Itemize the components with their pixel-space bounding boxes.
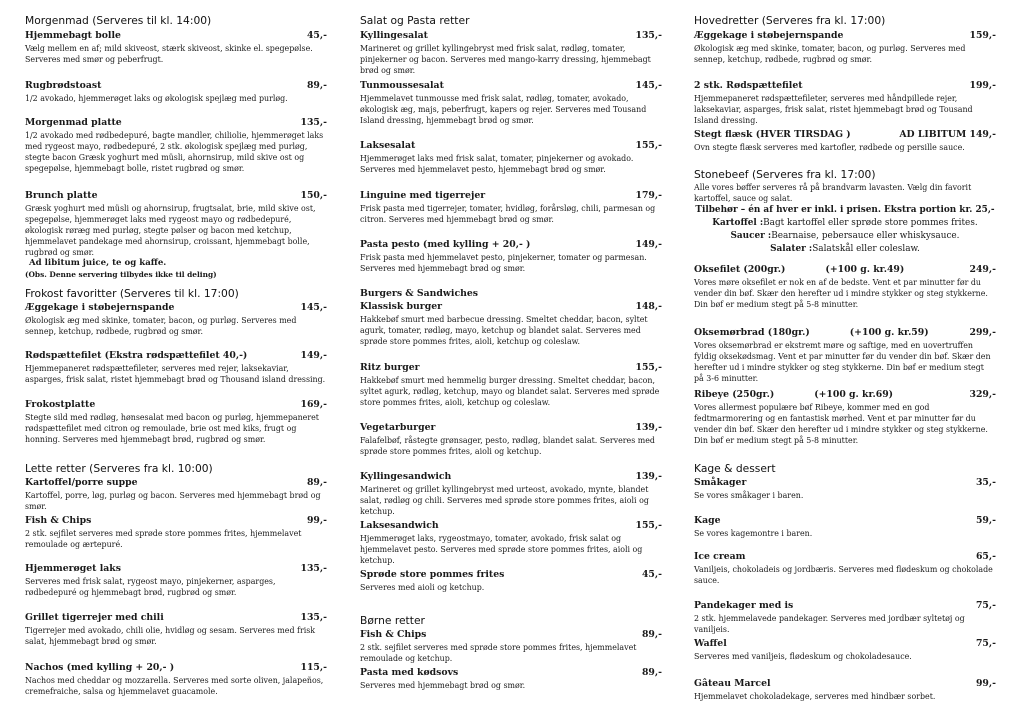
- item-price: 59,-: [975, 515, 996, 526]
- item-price: 89,-: [641, 629, 662, 640]
- item-price: 169,-: [300, 399, 327, 410]
- item-description: Serveres med frisk salat, rygeost mayo, pinjekerner, asparges, rødbedepuré og hjemmebagt brød, rugbrød og smør.: [25, 577, 276, 597]
- menu-item: [694, 263, 996, 310]
- section-title: Burgers & Sandwiches: [360, 288, 479, 299]
- item-description: 1/2 avokado med rødbedepuré, bagte mandler, chiliolie, hjemmerøget laks med rygeost mayo, rødbedepuré, 2 stk. økologisk spejlæg med purløg, stegte bacon Græsk yoghurt med müsli, ahornsirup, mild skive ost og spegepølse, hjemmebagt bolle, ristet rugbrød og smør.: [25, 131, 324, 173]
- item-price: 135,-: [300, 563, 327, 574]
- menu-item: [25, 562, 327, 598]
- item-description: Marineret og grillet kyllingebryst med urteost, avokado, mynte, blandet salat, rødløg og chili. Serveres med sprøde store pommes frites, aioli og ketchup.: [360, 485, 649, 516]
- item-name: Kyllingesandwich: [360, 471, 452, 482]
- menu-item: [25, 349, 327, 385]
- menu-item: [360, 519, 662, 566]
- item-extra: (+100 g. kr.69): [814, 389, 894, 400]
- item-name: Linguine med tigerrejer: [360, 190, 486, 201]
- menu-item: [694, 637, 996, 662]
- menu-item: [694, 514, 996, 539]
- item-name: Rugbrødstoast: [25, 80, 102, 91]
- menu-item: [360, 300, 662, 347]
- section-title: Frokost favoritter (Serveres til kl. 17:00): [25, 287, 239, 300]
- item-description: Serveres med aioli og ketchup.: [360, 583, 485, 592]
- menu-item: [694, 476, 996, 501]
- item-name: Æggekage i støbejernspande: [25, 302, 175, 313]
- item-name: Ribeye (250gr.): [694, 389, 775, 400]
- menu-item: [25, 514, 327, 550]
- salad-line: [694, 243, 996, 256]
- menu-item: [694, 677, 996, 702]
- section-title: Lette retter (Serveres fra kl. 10:00): [25, 462, 213, 475]
- item-price: 179,-: [635, 190, 662, 201]
- section-hovedretter: [694, 14, 996, 27]
- item-price: 299,-: [969, 327, 996, 338]
- item-name: Oksemørbrad (180gr.): [694, 327, 810, 338]
- menu-item: [360, 189, 662, 225]
- item-price: 135,-: [300, 117, 327, 128]
- item-name: Fish & Chips: [360, 629, 427, 640]
- item-description: Falafelbøf, råstegte grønsager, pesto, rødløg, blandet salat. Serveres med sprøde store pommes frites, aioli og ketchup.: [360, 436, 655, 456]
- item-name: Nachos (med kylling + 20,- ): [25, 662, 175, 673]
- item-description: Vælg mellem en af; mild skiveost, stærk skiveost, skinke el. spegepølse. Serveres med smør og peberfrugt.: [25, 44, 313, 64]
- section-title: Stonebeef (Serveres fra kl. 17:00): [694, 168, 876, 181]
- item-description: Vores møre oksefilet er nok en af de bedste. Vent et par minutter før du vender din bøf. Skær den herefter ud i mindre stykker og steg stykkerne. Din bøf er medium stegt på 5-8 minutter.: [694, 278, 988, 309]
- item-price: 135,-: [635, 30, 662, 41]
- item-name: 2 stk. Rødspættefilet: [694, 80, 803, 91]
- item-name: Gâteau Marcel: [694, 678, 771, 689]
- section-salat-pasta: [360, 14, 662, 27]
- item-extra: (+100 g. kr.49): [825, 264, 905, 275]
- menu-item: [694, 550, 996, 586]
- item-name: Hjemmerøget laks: [25, 563, 121, 574]
- item-name: Klassisk burger: [360, 301, 443, 312]
- item-description: Økologisk æg med skinke, tomater, bacon, og purløg. Serveres med sennep, ketchup, rødbede, rugbrød og smør.: [694, 44, 966, 64]
- menu-item: [360, 666, 662, 691]
- potato-label: Kartoffel :: [712, 218, 764, 228]
- item-name: Stegt flæsk (HVER TIRSDAG ): [694, 129, 851, 140]
- item-extra: (+100 g. kr.59): [849, 327, 929, 338]
- item-description: Hjemmerøget laks, rygeostmayo, tomater, avokado, frisk salat og hjemmelavet pesto. Serveres med sprøde store pommes frites, aioli og ketchup.: [360, 534, 643, 565]
- item-description: Kartoffel, porre, løg, purløg og bacon. Serveres med hjemmebagt brød og smør.: [25, 491, 321, 511]
- item-name: Laksesalat: [360, 140, 416, 151]
- accessories-line: Tilbehør – én af hver er inkl. i prisen. Ekstra portion kr. 25,-: [695, 205, 995, 215]
- section-title: Hovedretter (Serveres fra kl. 17:00): [694, 14, 886, 27]
- item-description: Hjemmelavet tunmousse med frisk salat, rødløg, tomater, avokado, økologisk æg, majs, peberfrugt, kapers og rejer. Serveres med Tousand Island dressing, hjemmebagt brød og smør.: [360, 94, 647, 125]
- item-price: 135,-: [300, 612, 327, 623]
- item-name: Frokostplatte: [25, 399, 96, 410]
- item-price: 249,-: [969, 264, 996, 275]
- item-description: Vaniljeis, chokoladeis og jordbæris. Serveres med flødeskum og chokolade sauce.: [694, 565, 993, 585]
- item-price: 155,-: [635, 520, 662, 531]
- section-title: Salat og Pasta retter: [360, 14, 470, 27]
- item-name: Brunch platte: [25, 190, 98, 201]
- menu-item: [360, 628, 662, 664]
- item-name: Fish & Chips: [25, 515, 92, 526]
- section-lette: [25, 462, 327, 475]
- item-description: Hjemmepaneret rødspættefileter, serveres med håndpillede rejer, laksekaviar, asparges, frisk salat, ristet hjemmebagt brød og Tousand Island dressing.: [694, 94, 973, 125]
- item-price: 155,-: [635, 140, 662, 151]
- item-name: Pasta pesto (med kylling + 20,- ): [360, 239, 531, 250]
- item-price: 199,-: [969, 80, 996, 91]
- menu-item: [25, 398, 327, 445]
- menu-item: [25, 116, 327, 174]
- item-price: 45,-: [306, 30, 327, 41]
- potato-line: [694, 217, 996, 230]
- item-name: Sprøde store pommes frites: [360, 569, 505, 580]
- item-price: 145,-: [300, 302, 327, 313]
- item-price: 149,-: [300, 350, 327, 361]
- item-description: 2 stk. hjemmelavede pandekager. Serveres med jordbær syltetøj og vaniljeis.: [694, 614, 965, 634]
- item-price: 139,-: [635, 471, 662, 482]
- item-price: 145,-: [635, 80, 662, 91]
- section-frokost: [25, 287, 327, 300]
- item-name: Vegetarburger: [360, 422, 436, 433]
- menu-item: [694, 79, 996, 126]
- item-name: Rødspættefilet (Ekstra rødspættefilet 40,-): [25, 350, 248, 361]
- item-name: Ritz burger: [360, 362, 420, 373]
- item-description: Økologisk æg med skinke, tomater, bacon, og purløg. Serveres med sennep, ketchup, rødbede, rugbrød og smør.: [25, 316, 297, 336]
- item-price: 45,-: [641, 569, 662, 580]
- item-description: 2 stk. sejfilet serveres med sprøde store pommes frites, hjemmelavet remoulade og ærtepuré.: [25, 529, 302, 549]
- item-name: Pasta med kødsovs: [360, 667, 459, 678]
- item-description: Hakkebøf smurt med hemmelig burger dressing. Smeltet cheddar, bacon, syltet agurk, rødløg, ketchup, mayo og blandet salat. Serveres med sprøde store pommes frites, aioli, ketchup og coleslaw.: [360, 376, 660, 407]
- item-price: 65,-: [975, 551, 996, 562]
- item-price: 115,-: [300, 662, 327, 673]
- item-description: Frisk pasta med hjemmelavet pesto, pinjekerner, tomater og parmesan. Serveres med hjemmebagt brød og smør.: [360, 253, 647, 273]
- item-price: 149,-: [635, 239, 662, 250]
- item-name: Æggekage i støbejernspande: [694, 30, 844, 41]
- section-morgenmad: [25, 14, 327, 27]
- menu-item: [25, 611, 327, 647]
- menu-item: [360, 79, 662, 126]
- menu-item: [694, 388, 996, 446]
- menu-item: [360, 470, 662, 517]
- item-description: Se vores kagemontre i baren.: [694, 529, 813, 538]
- item-name: Ice cream: [694, 551, 746, 562]
- item-name: Kartoffel/porre suppe: [25, 477, 138, 488]
- item-price: 155,-: [635, 362, 662, 373]
- item-price: 329,-: [969, 389, 996, 400]
- item-description: Stegte sild med rødløg, hønsesalat med bacon og purløg, hjemmepaneret rødspættefilet med citron og remoulade, brie ost med kiks, frugt og honning. Serveres med hjemmebagt brød, rugbrød og smør.: [25, 413, 319, 444]
- item-name: Kage: [694, 515, 721, 526]
- item-description: Hjemmelavet chokoladekage, serveres med hindbær sorbet.: [694, 692, 936, 701]
- item-description: Tigerrejer med avokado, chili olie, hvidløg og sesam. Serveres med frisk salat, hjemmebagt brød og smør.: [25, 626, 316, 646]
- section-title: Kage & dessert: [694, 462, 776, 475]
- item-price: 75,-: [975, 638, 996, 649]
- item-price: 89,-: [306, 477, 327, 488]
- item-description: Serveres med hjemmebagt brød og smør.: [360, 681, 526, 690]
- item-description: Vores oksemørbrad er ekstremt møre og saftige, med en uovertruffen fyldig oksekødsmag. Vent et par minutter før du vender din bøf. Skær den herefter ud i mindre stykker og steg stykkerne. Din bøf er medium stegt på 3-6 minutter.: [694, 341, 991, 383]
- item-price: 99,-: [975, 678, 996, 689]
- menu-item: [360, 568, 662, 593]
- section-title: Morgenmad (Serveres til kl. 14:00): [25, 14, 212, 27]
- item-name: Pandekager med is: [694, 600, 794, 611]
- item-price: 35,-: [975, 477, 996, 488]
- item-description: Græsk yoghurt med müsli og ahornsirup, frugtsalat, brie, mild skive ost, spegepølse, hjemmerøget laks med rygeost mayo og rødbedepuré, økologisk røræg med purløg, stegte pølser og bacon med ketchup, hjemmelavet pandekage med ahornsirup, croissant, hjemmebagt bolle, rugbrød og smør.: [25, 204, 316, 257]
- section-borne: [360, 614, 662, 627]
- item-price: 148,-: [635, 301, 662, 312]
- item-name: Morgenmad platte: [25, 117, 122, 128]
- item-name: Laksesandwich: [360, 520, 439, 531]
- item-description: 1/2 avokado, hjemmerøget laks og økologisk spejlæg med purløg.: [25, 94, 288, 103]
- menu-item: [360, 238, 662, 274]
- sauce-label: Saucer :: [730, 231, 772, 241]
- menu-item: [25, 301, 327, 337]
- menu-item: [360, 139, 662, 175]
- item-description: Hakkebøf smurt med barbecue dressing. Smeltet cheddar, bacon, syltet agurk, tomater, rødløg, mayo, ketchup og blandet salat. Serveres med sprøde store pommes frites, aioli, ketchup og coleslaw.: [360, 315, 648, 346]
- salad-label: Salater :: [770, 244, 813, 254]
- menu-item: [694, 326, 996, 384]
- sauce-line: [694, 230, 996, 243]
- section-kage: [694, 462, 996, 475]
- item-name: Kyllingesalat: [360, 30, 428, 41]
- item-name: Hjemmebagt bolle: [25, 30, 121, 41]
- item-description: Vores allermest populære bøf Ribeye, kommer med en god fedtmarmorering og en fantastisk mørhed. Vent et par minutter før du vender din bøf. Skær den herefter ud i mindre stykker og steg stykkerne. Din bøf er medium stegt på 5-8 minutter.: [694, 403, 988, 445]
- item-price: 99,-: [306, 515, 327, 526]
- item-price: 89,-: [641, 667, 662, 678]
- item-name: Tunmoussesalat: [360, 80, 444, 91]
- section-description: Alle vores bøffer serveres rå på brandvarm lavasten. Vælg din favorit kartoffel, sauce og salat.: [694, 183, 972, 203]
- item-description: Hjemmepaneret rødspættefileter, serveres med rejer, laksekaviar, asparges, frisk salat, ristet hjemmebagt brød og Thousand island dressing.: [25, 364, 326, 384]
- item-name: Waffel: [694, 638, 727, 649]
- menu-item: [25, 189, 327, 280]
- menu-item: [25, 661, 327, 697]
- item-description: Nachos med cheddar og mozzarella. Serveres med sorte oliven, jalapeños, cremefraiche, salsa og hjemmelavet guacamole.: [25, 676, 324, 696]
- menu-item: [25, 476, 327, 512]
- menu-item: [360, 421, 662, 457]
- section-burgers: [360, 287, 662, 300]
- item-description: Ovn stegte flæsk serveres med kartofler, rødbede og persille sauce.: [694, 143, 965, 152]
- item-description: Marineret og grillet kyllingebryst med frisk salat, rødløg, tomater, pinjekerner og bacon. Serveres med mango-karry dressing, hjemmebagt brød og smør.: [360, 44, 651, 75]
- menu-item: [694, 599, 996, 635]
- item-price: 139,-: [635, 422, 662, 433]
- item-note-small: (Obs. Denne servering tilbydes ikke til deling): [25, 270, 217, 279]
- item-price: AD LIBITUM 149,-: [899, 129, 996, 140]
- item-description: Se vores småkager i baren.: [694, 491, 804, 500]
- section-title: Børne retter: [360, 614, 425, 627]
- item-price: 89,-: [306, 80, 327, 91]
- item-price: 75,-: [975, 600, 996, 611]
- item-description: 2 stk. sejfilet serveres med sprøde store pommes frites, hjemmelavet remoulade og ketchup.: [360, 643, 637, 663]
- item-description: Hjemmerøget laks med frisk salat, tomater, pinjekerner og avokado. Serveres med hjemmelavet pesto, hjemmebagt brød og smør.: [360, 154, 634, 174]
- menu-item: [25, 29, 327, 65]
- potato-value: Bagt kartoffel eller sprøde store pommes frites.: [763, 218, 978, 228]
- menu-item: [694, 29, 996, 65]
- item-name: Småkager: [694, 477, 747, 488]
- section-stonebeef: [694, 168, 996, 256]
- item-name: Oksefilet (200gr.): [694, 264, 786, 275]
- menu-item: [25, 79, 327, 104]
- salad-value: Salatskål eller coleslaw.: [812, 244, 920, 254]
- menu-item: [694, 128, 996, 153]
- item-description: Serveres med vaniljeis, flødeskum og chokoladesauce.: [694, 652, 912, 661]
- item-price: 150,-: [300, 190, 327, 201]
- menu-item: [360, 361, 662, 408]
- item-price: 159,-: [969, 30, 996, 41]
- item-name: Grillet tigerrejer med chili: [25, 612, 164, 623]
- item-description: Frisk pasta med tigerrejer, tomater, hvidløg, forårsløg, chili, parmesan og citron. Serveres med hjemmebagt brød og smør.: [360, 204, 656, 224]
- menu-item: [360, 29, 662, 76]
- sauce-value: Bearnaise, pebersauce eller whiskysauce.: [771, 231, 960, 241]
- item-note: Ad libitum juice, te og kaffe.: [29, 258, 167, 268]
